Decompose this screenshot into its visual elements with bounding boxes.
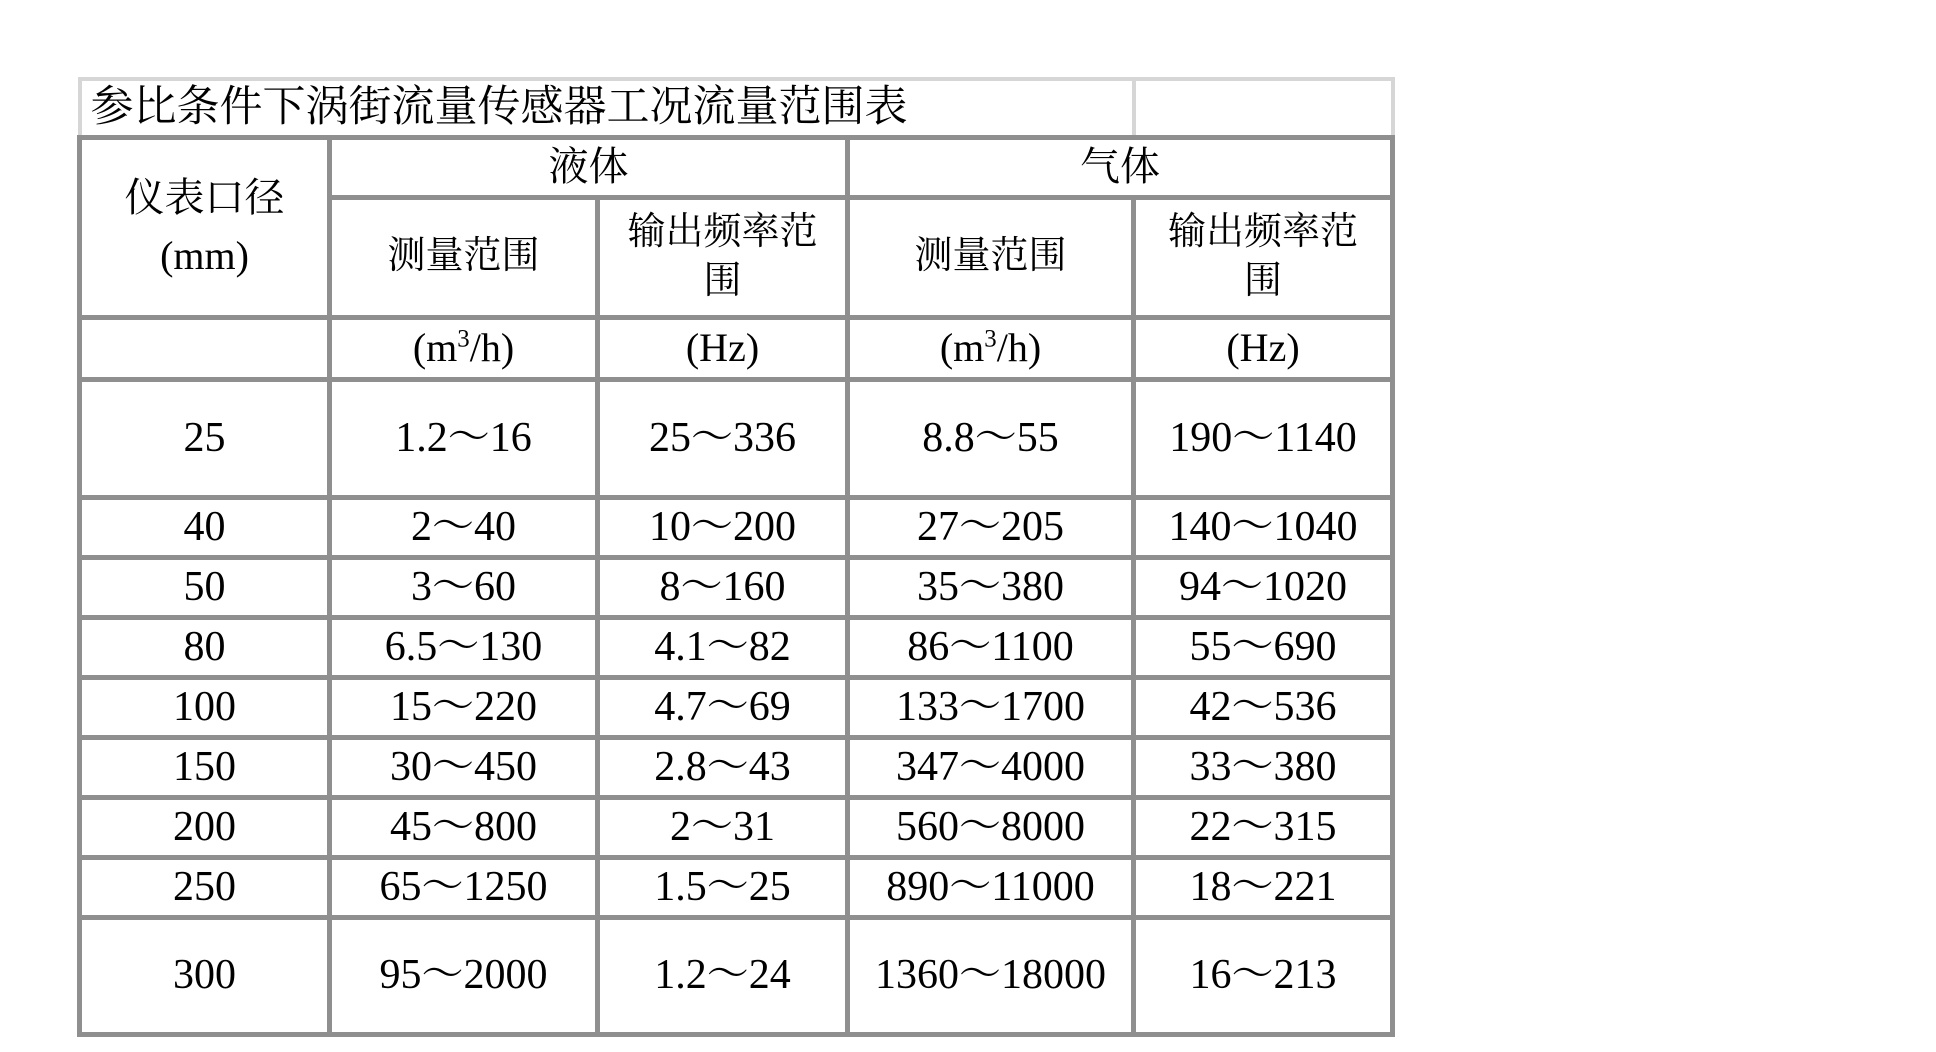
cell-gas-range: 560～8000 [848,797,1134,857]
cell-gas-range: 1360～18000 [848,917,1134,1034]
header-liquid: 液体 [330,137,848,197]
cell-liquid-range: 30～450 [330,737,598,797]
flow-range-table [77,77,1395,1037]
table-row [80,797,1393,857]
units-liquid-flow: $(m^3/h)$ [330,317,598,379]
units-gas-freq: (Hz) [1134,317,1393,379]
cell-gas-freq: 55～690 [1134,617,1393,677]
cell-gas-freq: 16～213 [1134,917,1393,1034]
table-row [80,557,1393,617]
units-empty-cell [80,317,330,379]
cell-gas-range: 890～11000 [848,857,1134,917]
cell-liquid-range: 15～220 [330,677,598,737]
cell-gas-freq: 33～380 [1134,737,1393,797]
cell-diameter: 50 [80,557,330,617]
cell-gas-freq: 190～1140 [1134,379,1393,497]
cell-liquid-freq: 2～31 [598,797,848,857]
table-title: 参比条件下涡街流量传感器工况流量范围表 [80,79,1134,137]
header-diameter-line2: (mm) [160,233,249,278]
cell-diameter: 40 [80,497,330,557]
cell-liquid-range: 95～2000 [330,917,598,1034]
cell-gas-freq: 18～221 [1134,857,1393,917]
table-row [80,497,1393,557]
units-liquid-freq: (Hz) [598,317,848,379]
cell-liquid-range: 3～60 [330,557,598,617]
cell-diameter: 25 [80,379,330,497]
header-diameter-line1: 仪表口径 [124,175,285,220]
cell-liquid-freq: 2.8～43 [598,737,848,797]
cell-liquid-range: 1.2～16 [330,379,598,497]
cell-gas-range: 35～380 [848,557,1134,617]
cell-liquid-freq: 1.2～24 [598,917,848,1034]
cell-liquid-freq: 25～336 [598,379,848,497]
cell-diameter: 250 [80,857,330,917]
table-row [80,677,1393,737]
units-gas-flow: $(m^3/h)$ [848,317,1134,379]
cell-liquid-freq: 4.1～82 [598,617,848,677]
header-gas-measure-range: 测量范围 [848,197,1134,317]
header-diameter [80,137,330,317]
cell-diameter: 200 [80,797,330,857]
cell-diameter: 300 [80,917,330,1034]
cell-liquid-range: 45～800 [330,797,598,857]
cell-liquid-freq: 4.7～69 [598,677,848,737]
group-header-row [80,137,1393,197]
cell-diameter: 80 [80,617,330,677]
units-row [80,317,1393,379]
cell-gas-range: 86～1100 [848,617,1134,677]
cell-gas-freq: 22～315 [1134,797,1393,857]
cell-gas-range: 347～4000 [848,737,1134,797]
cell-gas-freq: 42～536 [1134,677,1393,737]
header-gas-freq-range: 输出频率范围 [1134,197,1393,317]
cell-liquid-range: 6.5～130 [330,617,598,677]
table-row [80,617,1393,677]
cell-liquid-freq: 10～200 [598,497,848,557]
cell-gas-range: 27～205 [848,497,1134,557]
header-gas: 气体 [848,137,1393,197]
cell-gas-freq: 94～1020 [1134,557,1393,617]
cell-liquid-range: 2～40 [330,497,598,557]
cell-gas-range: 8.8～55 [848,379,1134,497]
cell-gas-freq: 140～1040 [1134,497,1393,557]
table-row [80,379,1393,497]
title-empty-cell [1134,79,1393,137]
cell-gas-range: 133～1700 [848,677,1134,737]
cell-diameter: 100 [80,677,330,737]
header-liquid-measure-range: 测量范围 [330,197,598,317]
table-row [80,917,1393,1034]
table-row [80,857,1393,917]
cell-diameter: 150 [80,737,330,797]
title-row [80,79,1393,137]
cell-liquid-range: 65～1250 [330,857,598,917]
cell-liquid-freq: 1.5～25 [598,857,848,917]
cell-liquid-freq: 8～160 [598,557,848,617]
header-liquid-freq-range: 输出频率范围 [598,197,848,317]
table-row [80,737,1393,797]
